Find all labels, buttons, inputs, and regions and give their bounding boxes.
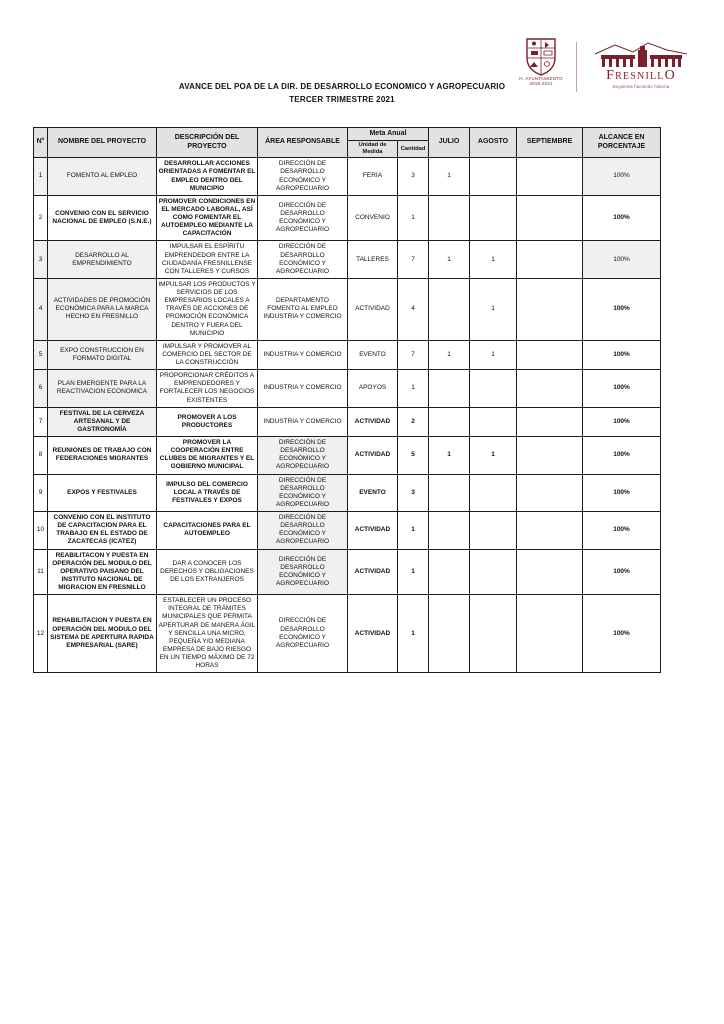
table-row <box>34 474 661 512</box>
fresnillo-tagline: Seguimos haciendo historia <box>612 84 670 89</box>
cell-septiembre <box>517 278 583 340</box>
cell-unidad: ACTIVIDAD <box>348 595 398 673</box>
col-header-area: ÁREA RESPONSABLE <box>258 128 348 158</box>
cell-agosto: 1 <box>470 340 517 369</box>
cell-cantidad: 1 <box>398 370 429 408</box>
cell-julio <box>429 278 470 340</box>
cell-unidad: ACTIVIDAD <box>348 437 398 475</box>
poa-progress-table <box>33 127 661 673</box>
cell-agosto <box>470 370 517 408</box>
cell-area: DIRECCIÓN DE DESARROLLO ECONÓMICO Y AGROPECUARIO <box>258 549 348 595</box>
cell-unidad: APOYOS <box>348 370 398 408</box>
cell-alcance: 100% <box>583 195 661 241</box>
cell-nombre: REABILITACON Y PUESTA EN OPERACIÓN DEL MODULO DEL OPERATIVO PAISANO DEL INSTITUTO NACIONAL DE MIGRACION EN FRESNILLO <box>48 549 157 595</box>
logo-divider <box>576 42 577 92</box>
cell-unidad: FERIA <box>348 158 398 196</box>
cell-agosto <box>470 512 517 550</box>
cell-septiembre <box>517 437 583 475</box>
cell-area: INDUSTRIA Y COMERCIO <box>258 370 348 408</box>
crest-caption-line2: 2018-2021 <box>529 81 553 87</box>
cell-alcance: 100% <box>583 437 661 475</box>
crest-caption-line1: H. AYUNTAMIENTO <box>519 76 563 81</box>
cell-julio <box>429 474 470 512</box>
cell-n: 2 <box>34 195 48 241</box>
cell-julio: 1 <box>429 241 470 279</box>
col-header-cantidad: Cantidad <box>398 141 429 158</box>
cell-n: 6 <box>34 370 48 408</box>
cell-agosto <box>470 549 517 595</box>
document-title: AVANCE DEL POA DE LA DIR. DE DESARROLLO ECONOMICO Y AGROPECUARIO <box>178 82 506 91</box>
table-body <box>34 158 661 673</box>
cell-nombre: DESARROLLO AL EMPRENDIMIENTO <box>48 241 157 279</box>
col-header-numero: N° <box>34 128 48 158</box>
cell-agosto <box>470 474 517 512</box>
cell-area: INDUSTRIA Y COMERCIO <box>258 407 348 436</box>
cell-agosto <box>470 595 517 673</box>
cell-nombre: CONVENIO CON EL SERVICIO NACIONAL DE EMPLEO (S.N.E.) <box>48 195 157 241</box>
cell-julio: 1 <box>429 340 470 369</box>
cell-nombre: FESTIVAL DE LA CERVEZA ARTESANAL Y DE GASTRONOMÍA <box>48 407 157 436</box>
cell-nombre: FOMENTO AL EMPLEO <box>48 158 157 196</box>
cell-alcance: 100% <box>583 549 661 595</box>
cell-julio: 1 <box>429 158 470 196</box>
cell-nombre: REHABILITACION Y PUESTA EN OPERACIÓN DEL MODULO DEL SISTEMA DE APERTURA RAPIDA EMPRESARIAL (SARE) <box>48 595 157 673</box>
cell-n: 3 <box>34 241 48 279</box>
cell-cantidad: 1 <box>398 549 429 595</box>
table-row <box>34 158 661 196</box>
crest-shield-icon <box>512 38 570 76</box>
col-header-septiembre: SEPTIEMBRE <box>517 128 583 158</box>
cell-area: DIRECCIÓN DE DESARROLLO ECONÓMICO Y AGROPECUARIO <box>258 195 348 241</box>
cell-n: 1 <box>34 158 48 196</box>
fresnillo-logo <box>586 42 696 89</box>
cell-septiembre <box>517 340 583 369</box>
cell-alcance: 100% <box>583 474 661 512</box>
cell-descripcion: PROPORCIONAR CRÉDITOS A EMPRENDEDORES Y FORTALECER LOS NEGOCIOS EXISTENTES <box>157 370 258 408</box>
cell-alcance: 100% <box>583 241 661 279</box>
cell-agosto: 1 <box>470 241 517 279</box>
cell-area: DIRECCIÓN DE DESARROLLO ECONÓMICO Y AGROPECUARIO <box>258 595 348 673</box>
cell-julio <box>429 407 470 436</box>
cell-julio: 1 <box>429 437 470 475</box>
col-header-unidad: Unidad de Medida <box>348 141 398 158</box>
cell-n: 10 <box>34 512 48 550</box>
cell-n: 8 <box>34 437 48 475</box>
cell-alcance: 100% <box>583 512 661 550</box>
document-title-block <box>122 81 562 107</box>
cell-unidad: TALLERES <box>348 241 398 279</box>
cell-unidad: ACTIVIDAD <box>348 278 398 340</box>
table-row <box>34 437 661 475</box>
table-row <box>34 595 661 673</box>
cell-area: DIRECCIÓN DE DESARROLLO ECONÓMICO Y AGROPECUARIO <box>258 158 348 196</box>
fresnillo-wordmark: FresnillO <box>606 68 676 83</box>
cell-alcance: 100% <box>583 278 661 340</box>
cell-nombre: ACTIVIDADES DE PROMOCIÓN ECONÓMICA PARA LA MARCA HECHO EN FRESNILLO <box>48 278 157 340</box>
cell-agosto <box>470 407 517 436</box>
cell-unidad: EVENTO <box>348 340 398 369</box>
cell-septiembre <box>517 241 583 279</box>
cell-area: INDUSTRIA Y COMERCIO <box>258 340 348 369</box>
cell-area: DIRECCIÓN DE DESARROLLO ECONÓMICO Y AGROPECUARIO <box>258 437 348 475</box>
cell-cantidad: 1 <box>398 512 429 550</box>
col-header-meta-anual: Meta Anual <box>348 128 429 141</box>
cell-septiembre <box>517 595 583 673</box>
cell-cantidad: 7 <box>398 340 429 369</box>
cell-descripcion: PROMOVER CONDICIONES EN EL MERCADO LABORAL, ASÍ COMO FOMENTAR EL AUTOEMPLEO MEDIANTE LA CAPACITACIÓN <box>157 195 258 241</box>
cell-nombre: EXPO CONSTRUCCION EN FORMATO DIGITAL <box>48 340 157 369</box>
cell-cantidad: 4 <box>398 278 429 340</box>
cell-nombre: PLAN EMERGENTE PARA LA REACTIVACION ECONOMICA <box>48 370 157 408</box>
cell-cantidad: 7 <box>398 241 429 279</box>
col-header-julio: JULIO <box>429 128 470 158</box>
cell-cantidad: 1 <box>398 195 429 241</box>
cell-agosto <box>470 195 517 241</box>
cell-septiembre <box>517 158 583 196</box>
ayuntamiento-crest-logo <box>512 38 570 87</box>
cell-unidad: ACTIVIDAD <box>348 407 398 436</box>
cell-septiembre <box>517 474 583 512</box>
cell-agosto: 1 <box>470 278 517 340</box>
col-header-nombre: NOMBRE DEL PROYECTO <box>48 128 157 158</box>
cell-unidad: CONVENIO <box>348 195 398 241</box>
cell-septiembre <box>517 407 583 436</box>
cell-septiembre <box>517 370 583 408</box>
cell-descripcion: PROMOVER A LOS PRODUCTORES <box>157 407 258 436</box>
cell-unidad: ACTIVIDAD <box>348 549 398 595</box>
cell-area: DIRECCIÓN DE DESARROLLO ECONÓMICO Y AGROPECUARIO <box>258 512 348 550</box>
cell-descripcion: CAPACITACIONES PARA EL AUTOEMPLEO <box>157 512 258 550</box>
cell-area: DIRECCIÓN DE DESARROLLO ECONÓMICO Y AGROPECUARIO <box>258 241 348 279</box>
cell-alcance: 100% <box>583 370 661 408</box>
col-header-alcance: ALCANCE EN PORCENTAJE <box>583 128 661 158</box>
cell-descripcion: PROMOVER LA COOPERACIÓN ENTRE CLUBES DE MIGRANTES Y EL GOBIERNO MUNICIPAL <box>157 437 258 475</box>
table-row <box>34 549 661 595</box>
table-header <box>34 128 661 158</box>
table-row <box>34 370 661 408</box>
table-row <box>34 195 661 241</box>
cell-area: DEPARTAMENTO FOMENTO AL EMPLEO INDUSTRIA Y COMERCIO <box>258 278 348 340</box>
cell-cantidad: 1 <box>398 595 429 673</box>
cell-septiembre <box>517 512 583 550</box>
table-row <box>34 241 661 279</box>
table-row <box>34 278 661 340</box>
cell-descripcion: IMPULSAR Y PROMOVER AL COMERCIO DEL SECTOR DE LA CONSTRUCCIÓN <box>157 340 258 369</box>
cell-agosto <box>470 158 517 196</box>
cell-descripcion: ESTABLECER UN PROCESO INTEGRAL DE TRÁMITES MUNICIPALES QUE PERMITA APERTURAR DE MANERA ÁGIL Y SENCILLA UNA MICRO, PEQUEÑA Y/O MEDIANA EMPRESA DE BAJO RIESGO EN UN TIEMPO MÁXIMO DE 72 HORAS <box>157 595 258 673</box>
cell-nombre: CONVENIO CON EL INSTITUTO DE CAPACITACION PARA EL TRABAJO EN EL ESTADO DE ZACATECAS (ICATEZ) <box>48 512 157 550</box>
cell-unidad: EVENTO <box>348 474 398 512</box>
cell-julio <box>429 195 470 241</box>
cell-julio <box>429 549 470 595</box>
cell-descripcion: DAR A CONOCER LOS DERECHOS Y OBLIGACIONES DE LOS EXTRANJEROS <box>157 549 258 595</box>
cell-alcance: 100% <box>583 158 661 196</box>
cell-julio <box>429 370 470 408</box>
cell-n: 4 <box>34 278 48 340</box>
col-header-descripcion: DESCRIPCIÓN DEL PROYECTO <box>157 128 258 158</box>
col-header-agosto: AGOSTO <box>470 128 517 158</box>
cell-julio <box>429 512 470 550</box>
table-row <box>34 407 661 436</box>
cell-alcance: 100% <box>583 595 661 673</box>
document-subtitle: TERCER TRIMESTRE 2021 <box>289 94 395 104</box>
cell-descripcion: IMPULSAR EL ESPÍRITU EMPRENDEDOR ENTRE LA CIUDADANÍA FRESNILLENSE CON TALLERES Y CURSOS <box>157 241 258 279</box>
cell-descripcion: DESARROLLAR ACCIONES ORIENTADAS A FOMENTAR EL EMPLEO DENTRO DEL MUNICIPIO <box>157 158 258 196</box>
cell-n: 9 <box>34 474 48 512</box>
cell-descripcion: IMPULSO DEL COMERCIO LOCAL A TRAVÉS DE FESTIVALES Y EXPOS <box>157 474 258 512</box>
cell-area: DIRECCIÓN DE DESARROLLO ECONÓMICO Y AGROPECUARIO <box>258 474 348 512</box>
table-row <box>34 512 661 550</box>
cell-julio <box>429 595 470 673</box>
cell-septiembre <box>517 549 583 595</box>
cell-n: 12 <box>34 595 48 673</box>
cell-unidad: ACTIVIDAD <box>348 512 398 550</box>
cell-nombre: REUNIONES DE TRABAJO CON FEDERACIONES MIGRANTES <box>48 437 157 475</box>
logo-group <box>508 36 698 98</box>
cell-cantidad: 2 <box>398 407 429 436</box>
cell-cantidad: 3 <box>398 474 429 512</box>
table-row <box>34 340 661 369</box>
cell-alcance: 100% <box>583 407 661 436</box>
cell-agosto: 1 <box>470 437 517 475</box>
cell-n: 7 <box>34 407 48 436</box>
cell-cantidad: 5 <box>398 437 429 475</box>
cell-n: 5 <box>34 340 48 369</box>
cell-alcance: 100% <box>583 340 661 369</box>
cell-n: 11 <box>34 549 48 595</box>
cell-descripcion: IMPULSAR LOS PRODUCTOS Y SERVICIOS DE LOS EMPRESARIOS LOCALES A TRAVÉS DE ACCIONES DE PROMOCIÓN ECONÓMICA DENTRO Y FUERA DEL MUNICIPIO <box>157 278 258 340</box>
cell-cantidad: 3 <box>398 158 429 196</box>
cell-septiembre <box>517 195 583 241</box>
cell-nombre: EXPOS Y FESTIVALES <box>48 474 157 512</box>
fresnillo-building-icon <box>586 42 696 68</box>
